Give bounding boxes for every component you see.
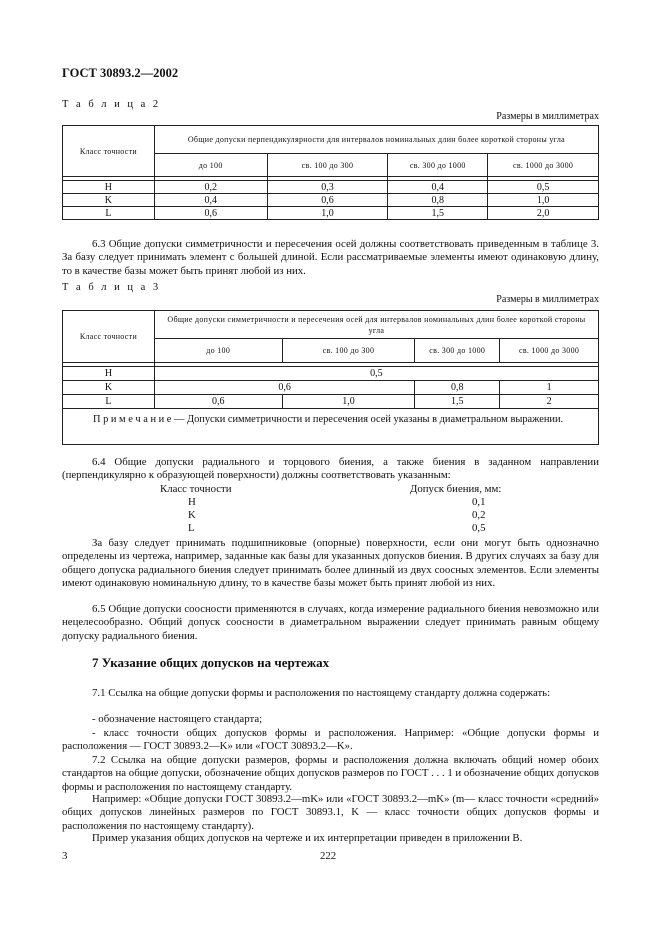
table2-group-header: Общие допуски перпендикулярности для интервалов номинальных длин более короткой стороны угла (154, 126, 598, 154)
paragraph-base: За базу следует принимать подшипниковые (опорные) поверхности, если они могут быть однозначно определены из чертежа, например, заданные как базы для указанных допусков биения. В других случаях за базу для общего допуска радиального биения следует принимать более длинный из двух соосных элементов. Если элементы имеют одинаковую номинальную длину, то в качестве базы может быть принят любой из них. (62, 537, 599, 589)
table2-range-header: св. 100 до 300 (267, 154, 388, 177)
table-row (63, 381, 599, 395)
paragraph-7-1: 7.1 Ссылка на общие допуски формы и расположения по настоящему стандарту должна содержать: (92, 687, 551, 699)
table3-col-class-header: Класс точности (63, 311, 155, 363)
table3 (62, 310, 599, 445)
table-cell: 1,0 (488, 194, 599, 207)
paragraph-6-3: 6.3 Общие допуски симметричности и пересечения осей должны соответствовать приведенным в таблице 3. За базу следует принимать элемент с большей длиной. Если рассматриваемые элементы имеют одинаковую длину, то в качестве базы может быть принят любой из них. (62, 238, 599, 277)
table-cell: 0,4 (388, 181, 488, 194)
runout-tolerance-header: Допуск биения, мм: (410, 483, 502, 495)
paragraph-7-2-example: Например: «Общие допуски ГОСТ 30893.2—mK» или «ГОСТ 30893.2—mK» (m— класс точности «средний» общих допусков линейных размеров по ГОСТ 30893.1, K — класс точности общих допусков формы и расположения по настоящему стандарту). (62, 793, 599, 832)
document-header: ГОСТ 30893.2—2002 (62, 66, 179, 80)
table2-col-class-header: Класс точности (63, 126, 155, 177)
runout-class: K (188, 509, 196, 521)
note-text: — Допуски симметричности и пересечения осей указаны в диаметральном выражении. (171, 414, 564, 425)
table3-range-header: св. 100 до 300 (282, 339, 415, 363)
table-cell: 0,6 (154, 381, 414, 395)
table3-range-header: св. 1000 до 3000 (500, 339, 599, 363)
table-cell: 2 (500, 395, 599, 409)
table-cell: K (63, 194, 155, 207)
table-row (63, 367, 599, 381)
table-cell: 0,6 (267, 194, 388, 207)
table-cell: 0,2 (154, 181, 267, 194)
runout-value: 0,1 (472, 496, 486, 508)
paragraph-appendix-ref: Пример указания общих допусков на чертеже и их интерпретации приведен в приложении В. (92, 832, 523, 844)
paragraph-6-5: 6.5 Общие допуски соосности применяются в случаях, когда измерение радиального биения невозможно или нецелесообразно. Общий допуск соосности в диаметральном выражении следует принимать равным общему допуску радиального биения. (62, 603, 599, 642)
table-cell: 2,0 (488, 207, 599, 220)
paragraph-7-1-item-a: - обозначение настоящего стандарта; (92, 713, 263, 725)
table-cell: 0,4 (154, 194, 267, 207)
table-cell: L (63, 395, 155, 409)
table2 (62, 125, 599, 220)
table3-range-header: до 100 (154, 339, 282, 363)
table-row (63, 207, 599, 220)
runout-class-header: Класс точности (160, 483, 232, 495)
paragraph-7-2: 7.2 Ссылка на общие допуски размеров, формы и расположения должна включать общий номер обоих стандартов на общие допуски, обозначение общих допусков размеров по ГОСТ . . . 1 и обозначение общих допусков формы и расположения по настоящему стандарту. (62, 754, 600, 793)
table3-group-header: Общие допуски симметричности и пересечения осей для интервалов номинальных длин более короткой стороны угла (154, 311, 598, 339)
table2-range-header: св. 300 до 1000 (388, 154, 488, 177)
runout-class: L (188, 522, 195, 534)
table2-range-header: св. 1000 до 3000 (488, 154, 599, 177)
table-cell: 0,3 (267, 181, 388, 194)
table3-caption: Т а б л и ц а 3 (62, 282, 161, 293)
table-cell: L (63, 207, 155, 220)
runout-value: 0,2 (472, 509, 486, 521)
table-cell: 0,6 (154, 207, 267, 220)
table-cell: 0,8 (388, 194, 488, 207)
table-cell: 1,5 (415, 395, 500, 409)
runout-value: 0,5 (472, 522, 486, 534)
table-cell: 1,0 (282, 395, 415, 409)
table-cell: 1,0 (267, 207, 388, 220)
table2-units: Размеры в миллиметрах (496, 111, 599, 122)
table-row (63, 194, 599, 207)
paragraph-6-4: 6.4 Общие допуски радиального и торцового биения, а также биения в заданном направлении (перпендикулярно к образующей поверхности) должны соответствовать указанным: (62, 456, 599, 482)
paragraph-7-1-item-b: - класс точности общих допусков формы и расположения. Например: «Общие допуски формы и расположения — ГОСТ 30893.2—K» или «ГОСТ 30893.2—K». (62, 727, 599, 753)
table-row (63, 395, 599, 409)
table3-range-header: св. 300 до 1000 (415, 339, 500, 363)
section-7-heading: 7 Указание общих допусков на чертежах (92, 655, 330, 670)
table2-range-header: до 100 (154, 154, 267, 177)
page-number: 3 (62, 850, 68, 862)
table-cell: H (63, 181, 155, 194)
table-cell: 0,6 (154, 395, 282, 409)
table-cell: 0,5 (154, 367, 598, 381)
table-cell: 1,5 (388, 207, 488, 220)
table-cell: 0,8 (415, 381, 500, 395)
table-cell: K (63, 381, 155, 395)
table2-caption: Т а б л и ц а 2 (62, 99, 161, 110)
sheet-number: 222 (320, 850, 337, 862)
table-cell: H (63, 367, 155, 381)
runout-class: H (188, 496, 196, 508)
table-cell: 1 (500, 381, 599, 395)
table-cell: 0,5 (488, 181, 599, 194)
table-row (63, 181, 599, 194)
table3-units: Размеры в миллиметрах (496, 294, 599, 305)
table3-note (63, 409, 599, 445)
note-label: П р и м е ч а н и е (93, 414, 172, 425)
